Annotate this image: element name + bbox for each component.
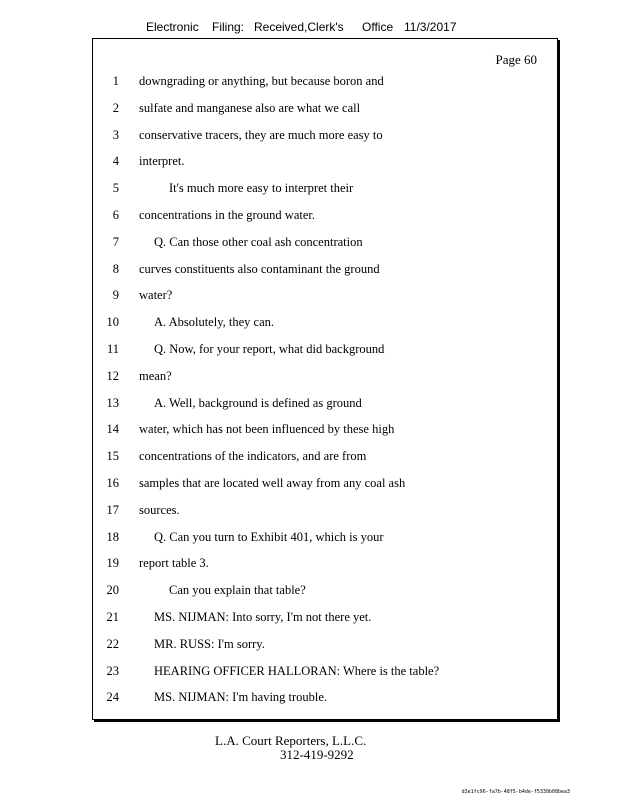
page-number: Page 60 <box>495 52 537 67</box>
line-number: 11 <box>106 342 119 356</box>
line-number: 22 <box>106 636 119 651</box>
transcript-line: It's much more easy to interpret their <box>169 181 354 196</box>
line-number: 18 <box>106 529 119 544</box>
transcript-line: conservative tracers, they are much more easy to <box>139 127 383 142</box>
transcript-page <box>92 38 558 720</box>
line-number: 13 <box>106 395 119 410</box>
transcript-line: sources. <box>139 502 180 517</box>
transcript-line: water? <box>139 288 173 303</box>
line-number: 14 <box>106 422 119 437</box>
filing-header-received: Received,Clerk's <box>254 20 344 34</box>
transcript-line: sulfate and manganese also are what we call <box>139 100 361 115</box>
line-number: 20 <box>106 583 119 598</box>
transcript-line: report table 3. <box>139 556 209 571</box>
line-number: 19 <box>106 556 119 571</box>
line-number: 12 <box>106 368 119 383</box>
line-number: 2 <box>112 100 119 115</box>
court-reporter-phone: 312-419-9292 <box>280 747 354 762</box>
line-number: 3 <box>112 127 119 142</box>
transcript-line: HEARING OFFICER HALLORAN: Where is the table? <box>154 663 440 678</box>
transcript-line: MS. NIJMAN: Into sorry, I'm not there yet. <box>154 610 372 624</box>
transcript-line: interpret. <box>139 154 185 169</box>
transcript-line: concentrations in the ground water. <box>139 208 315 222</box>
transcript-line: mean? <box>139 368 172 383</box>
line-number: 9 <box>112 288 119 303</box>
transcript-line: MS. NIJMAN: I'm having trouble. <box>154 690 328 705</box>
transcript-line: water, which has not been influenced by these high <box>139 422 395 437</box>
transcript-line: Q. Can those other coal ash concentration <box>154 234 363 249</box>
line-number: 16 <box>106 476 119 490</box>
line-number: 1 <box>112 74 119 88</box>
transcript-line: curves constituents also contaminant the ground <box>139 261 380 276</box>
filing-header-office: Office <box>362 20 394 34</box>
transcript-line: samples that are located well away from any coal ash <box>139 476 406 490</box>
transcript-line: A. Absolutely, they can. <box>154 315 275 330</box>
transcript-line: concentrations of the indicators, and are from <box>139 449 367 464</box>
transcript-line: Q. Can you turn to Exhibit 401, which is your <box>154 529 384 544</box>
transcript-line: MR. RUSS: I'm sorry. <box>154 636 265 651</box>
line-number: 4 <box>112 154 119 169</box>
transcript-line: A. Well, background is defined as ground <box>154 395 362 410</box>
line-number: 10 <box>106 315 119 330</box>
transcript-line: Q. Now, for your report, what did background <box>154 342 385 356</box>
line-number: 5 <box>112 181 119 196</box>
line-number: 24 <box>106 690 119 705</box>
court-reporter-name: L.A. Court Reporters, L.L.C. <box>215 733 367 748</box>
document-id: d3e1fc96-fa7b-48f5-b4de-f5330b08bea3 <box>461 789 570 795</box>
filing-header-date: 11/3/2017 <box>404 20 457 34</box>
transcript-line: Can you explain that table? <box>169 583 306 598</box>
transcript-line: downgrading or anything, but because boron and <box>139 74 384 88</box>
filing-header-filing: Filing: <box>212 20 245 34</box>
line-number: 21 <box>106 610 119 624</box>
line-number: 17 <box>106 502 119 517</box>
line-number: 23 <box>106 663 119 678</box>
line-number: 8 <box>112 261 119 276</box>
line-number: 15 <box>106 449 119 464</box>
line-number: 6 <box>112 208 119 222</box>
filing-header <box>0 20 618 36</box>
filing-header-electronic: Electronic <box>146 20 199 34</box>
line-number: 7 <box>112 234 119 249</box>
